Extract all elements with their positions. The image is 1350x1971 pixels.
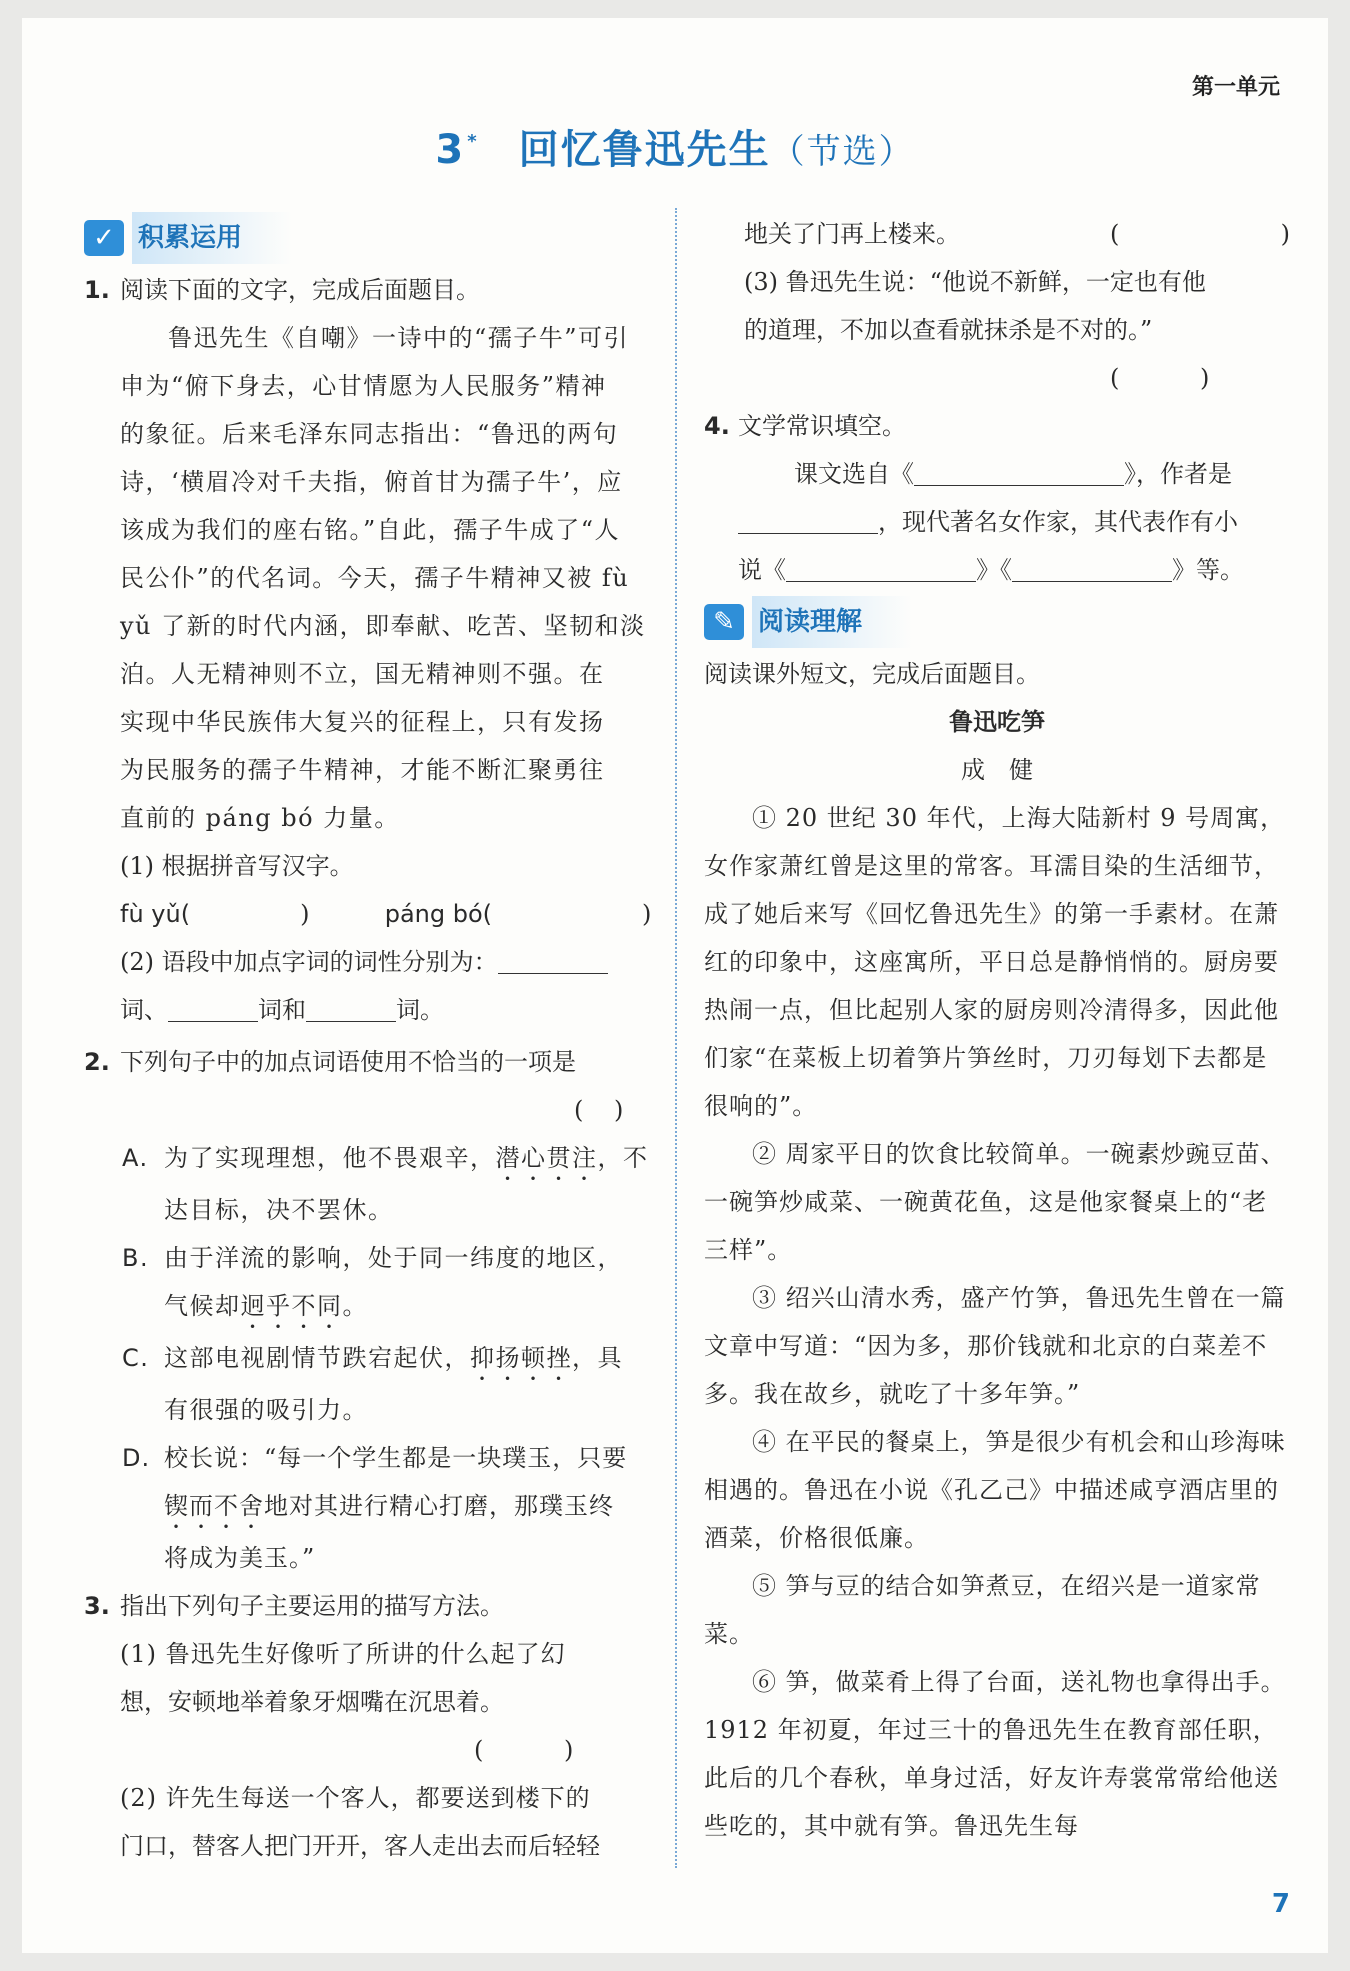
q1-sub2-cont (84, 986, 654, 1034)
sub2-text: (2) 语段中加点字词的词性分别为： (120, 948, 498, 976)
q1-sub1: (1) 根据拼音写汉字。 (120, 852, 354, 880)
paren-close: ) (1200, 364, 1210, 392)
fill-text: 》等。 (1172, 556, 1244, 584)
word-type: 词。 (396, 996, 444, 1024)
option-d[interactable] (84, 1434, 654, 1582)
right-column (704, 210, 1290, 1850)
fill-text: 课文选自《 (794, 460, 914, 488)
q3-sentence: (3) 鲁迅先生说：“他说不新鲜，一定也有他 (744, 268, 1206, 296)
question-prompt: 下列句子中的加点词语使用不恰当的一项是 (120, 1048, 576, 1076)
question-1 (84, 266, 654, 314)
q3-sentence: 想，安顿地举着象牙烟嘴在沉思着。 (120, 1688, 504, 1716)
question-number: 2. (84, 1048, 110, 1076)
q1-sub2 (84, 938, 654, 986)
article-paragraph: ③ 绍兴山清水秀，盛产竹笋，鲁迅先生曾在一篇文章中写道：“因为多，那价钱就和北京的白菜差不多。我在故乡，就吃了十多年笋。” (704, 1284, 1286, 1408)
option-text: 地对其进行精心打磨，那璞玉终 (264, 1492, 614, 1520)
answer-blank[interactable] (786, 551, 976, 582)
passage-line: 实现中华民族伟大复兴的征程上，只有发扬 (120, 708, 605, 736)
article-paragraph: ④ 在平民的餐桌上，笋是很少有机会和山珍海味相遇的。鲁迅在小说《孔乙己》中描述咸亨酒店里的酒菜，价格很低廉。 (704, 1428, 1286, 1552)
answer-blank[interactable] (190, 896, 300, 926)
answer-paren[interactable] (704, 354, 1290, 402)
answer-blank[interactable] (168, 991, 258, 1022)
q3-sentence: 地关了门再上楼来。 (744, 220, 960, 248)
pencil-icon: ✎ (704, 604, 744, 640)
option-b[interactable] (84, 1234, 654, 1334)
paren-open: ( (474, 1736, 484, 1764)
unit-label: 第一单元 (1191, 75, 1280, 100)
paren-close: ) (642, 900, 652, 928)
article-paragraph: ⑥ 笋，做菜肴上得了台面，送礼物也拿得出手。1912 年初夏，年过三十的鲁迅先生在教育部任职，此后的几个春秋，单身过活，好友许寿裳常常给他送些吃的，其中就有笋。鲁迅先生每 (704, 1668, 1286, 1840)
option-letter: D. (122, 1444, 151, 1472)
section-label: 阅读理解 (752, 596, 912, 648)
passage-line: 直前的 páng bó 力量。 (120, 804, 400, 832)
fill-text: 》《 (976, 556, 1012, 584)
column-divider (675, 208, 677, 1868)
passage-line: 的象征。后来毛泽东同志指出：“鲁迅的两句 (120, 420, 619, 448)
left-column (84, 210, 654, 1870)
option-text: 达目标，决不罢休。 (164, 1196, 394, 1224)
q4-line3 (704, 546, 1290, 594)
answer-paren[interactable] (84, 1726, 654, 1774)
question-number: 4. (704, 412, 730, 440)
word-type: 词、 (120, 996, 168, 1024)
answer-blank[interactable] (1012, 551, 1172, 582)
pinyin-fuyu: fù yǔ( (120, 900, 191, 928)
lesson-name: 回忆鲁迅先生 (518, 127, 771, 173)
article-author: 成 健 (961, 756, 1033, 784)
q3-sentence: (2) 许先生每送一个客人，都要送到楼下的 (120, 1784, 591, 1812)
passage-line: 泊。人无精神则不立，国无精神则不强。在 (120, 660, 605, 688)
option-text: 有很强的吸引力。 (164, 1396, 368, 1424)
option-text: 。 (342, 1292, 368, 1320)
passage-line: 鲁迅先生《自嘲》一诗中的“孺子牛”可引 (168, 324, 630, 352)
q1-passage (84, 314, 654, 842)
q3-sentence: 门口，替客人把门开开，客人走出去而后轻轻 (120, 1832, 600, 1860)
paren-open: ( (1110, 220, 1120, 248)
option-text: 将成为美玉。” (164, 1544, 316, 1572)
dotted-word: 锲而不舍 (164, 1492, 264, 1520)
passage-line: 申为“俯下身去，心甘情愿为人民服务”精神 (120, 372, 607, 400)
word-type: 词和 (258, 996, 306, 1024)
option-letter: C. (122, 1344, 150, 1372)
dotted-word: 迥乎不同 (240, 1292, 343, 1320)
answer-paren[interactable] (84, 1086, 654, 1134)
option-text: 这部电视剧情节跌宕起伏， (164, 1344, 470, 1372)
q4-line1 (704, 450, 1290, 498)
section-accumulate (84, 214, 654, 262)
question-3 (84, 1582, 654, 1630)
passage-line: 民公仆”的代名词。今天，孺子牛精神又被 fù (120, 564, 630, 592)
passage-line: 诗，‘横眉冷对千夫指，俯首甘为孺子牛’，应 (120, 468, 623, 496)
option-letter: A. (122, 1144, 149, 1172)
article-paragraph: ① 20 世纪 30 年代，上海大陆新村 9 号周寓，女作家萧红曾是这里的常客。耳濡目染的生活细节，成了她后来写《回忆鲁迅先生》的第一手素材。在萧红的印象中，这座寓所，平日总是静悄悄的。厨房要热闹一点，但比起别人家的厨房则冷清得多，因此他们家“在菜板上切着笋片笋丝时，刀刃每划下去都是很响的”。 (704, 804, 1286, 1120)
answer-blank[interactable] (492, 896, 642, 926)
q4-line2 (704, 498, 1290, 546)
q3-sentence: 的道理，不加以查看就抹杀是不对的。” (744, 316, 1153, 344)
checkbox-icon: ✓ (84, 220, 124, 256)
answer-paren[interactable] (1110, 210, 1290, 258)
paren-close: ) (614, 1096, 624, 1124)
section-label: 积累运用 (132, 212, 292, 264)
fill-text: ，现代著名女作家，其代表作有小 (878, 508, 1238, 536)
section-reading (704, 598, 1290, 646)
lesson-selection: （节选） (770, 132, 915, 172)
passage-line: 该成为我们的座右铭。”自此，孺子牛成了“人 (120, 516, 621, 544)
answer-blank[interactable] (498, 943, 608, 974)
question-number: 1. (84, 276, 110, 304)
dotted-word: 抑扬顿挫 (470, 1344, 572, 1372)
lesson-mark: * (467, 131, 479, 152)
article-paragraph: ② 周家平日的饮食比较简单。一碗素炒豌豆苗、一碗笋炒咸菜、一碗黄花鱼，这是他家餐桌上的“老三样”。 (704, 1140, 1286, 1264)
option-text: 校长说：“每一个学生都是一块璞玉，只要 (164, 1444, 628, 1472)
question-number: 3. (84, 1592, 110, 1620)
paren-open: ( (1110, 364, 1120, 392)
passage-line: yǔ 了新的时代内涵，即奉献、吃苦、坚韧和淡 (120, 612, 646, 640)
option-text: ，具 (572, 1344, 623, 1372)
answer-blank[interactable] (914, 455, 1124, 486)
article-paragraph: ⑤ 笋与豆的结合如笋煮豆，在绍兴是一道家常菜。 (704, 1572, 1261, 1648)
page (22, 18, 1328, 1953)
lesson-number: 3 (435, 127, 466, 173)
paren-close: ) (564, 1736, 574, 1764)
q3-sentence: (1) 鲁迅先生好像听了所讲的什么起了幻 (120, 1640, 566, 1668)
passage-line: 为民服务的孺子牛精神，才能不断汇聚勇往 (120, 756, 605, 784)
article-title: 鲁迅吃笋 (949, 708, 1045, 736)
article-body (704, 794, 1290, 1850)
pinyin-pangbo: páng bó( (384, 900, 493, 928)
q3-sentence-2-end (704, 210, 1290, 258)
paren-open: ( (574, 1096, 584, 1124)
reading-intro: 阅读课外短文，完成后面题目。 (704, 660, 1040, 688)
option-c[interactable] (84, 1334, 654, 1434)
option-text: ，不 (597, 1144, 649, 1172)
lesson-title (22, 118, 1328, 175)
question-prompt: 阅读下面的文字，完成后面题目。 (120, 276, 480, 304)
option-letter: B. (122, 1244, 150, 1272)
paren-close: ) (1280, 220, 1290, 248)
page-number: 7 (1271, 1889, 1290, 1919)
answer-blank[interactable] (738, 503, 878, 534)
dotted-word: 潜心贯注 (495, 1144, 598, 1172)
fill-text: 说《 (738, 556, 786, 584)
question-prompt: 文学常识填空。 (738, 412, 906, 440)
option-text: 气候却 (164, 1292, 241, 1320)
paren-close: ) (300, 900, 310, 928)
q1-pinyin-row (84, 890, 654, 938)
question-prompt: 指出下列句子主要运用的描写方法。 (120, 1592, 504, 1620)
question-2 (84, 1038, 654, 1086)
option-text: 为了实现理想，他不畏艰辛， (164, 1144, 496, 1172)
option-a[interactable] (84, 1134, 654, 1234)
option-text: 由于洋流的影响，处于同一纬度的地区， (164, 1244, 623, 1272)
answer-blank[interactable] (306, 991, 396, 1022)
fill-text: 》，作者是 (1124, 460, 1232, 488)
question-4 (704, 402, 1290, 450)
